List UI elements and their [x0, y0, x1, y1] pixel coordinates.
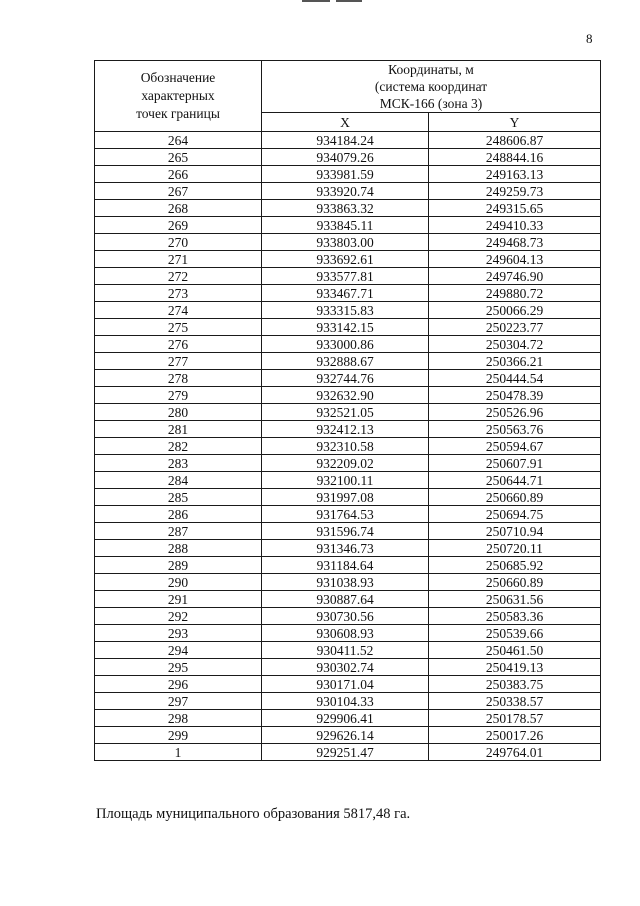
point-cell: 284 — [95, 472, 262, 489]
x-cell: 933577.81 — [262, 268, 429, 285]
point-cell: 275 — [95, 319, 262, 336]
table-row — [95, 625, 601, 642]
y-cell: 250607.91 — [429, 455, 601, 472]
point-cell: 295 — [95, 659, 262, 676]
table-row — [95, 404, 601, 421]
x-cell: 929906.41 — [262, 710, 429, 727]
y-cell: 249604.13 — [429, 251, 601, 268]
point-cell: 268 — [95, 200, 262, 217]
y-cell: 250338.57 — [429, 693, 601, 710]
x-cell: 932888.67 — [262, 353, 429, 370]
table-header — [95, 61, 601, 132]
x-cell: 933803.00 — [262, 234, 429, 251]
table-row — [95, 421, 601, 438]
x-cell: 930411.52 — [262, 642, 429, 659]
x-cell: 932310.58 — [262, 438, 429, 455]
table-row — [95, 591, 601, 608]
table-row — [95, 557, 601, 574]
x-cell: 932412.13 — [262, 421, 429, 438]
table-row — [95, 659, 601, 676]
table-row — [95, 132, 601, 149]
point-cell: 289 — [95, 557, 262, 574]
point-cell: 270 — [95, 234, 262, 251]
point-cell: 299 — [95, 727, 262, 744]
point-cell: 293 — [95, 625, 262, 642]
table-row — [95, 268, 601, 285]
point-cell: 287 — [95, 523, 262, 540]
x-cell: 931764.53 — [262, 506, 429, 523]
y-cell: 250444.54 — [429, 370, 601, 387]
x-cell: 931184.64 — [262, 557, 429, 574]
y-cell: 250419.13 — [429, 659, 601, 676]
table-row — [95, 540, 601, 557]
point-cell: 272 — [95, 268, 262, 285]
point-cell: 1 — [95, 744, 262, 761]
table-row — [95, 727, 601, 744]
x-cell: 933315.83 — [262, 302, 429, 319]
table-row — [95, 217, 601, 234]
table-row — [95, 285, 601, 302]
point-cell: 294 — [95, 642, 262, 659]
y-cell: 249880.72 — [429, 285, 601, 302]
point-cell: 265 — [95, 149, 262, 166]
y-cell: 249259.73 — [429, 183, 601, 200]
x-cell: 932209.02 — [262, 455, 429, 472]
scan-mark — [302, 0, 330, 2]
table-row — [95, 149, 601, 166]
table-row — [95, 608, 601, 625]
point-cell: 271 — [95, 251, 262, 268]
y-cell: 249764.01 — [429, 744, 601, 761]
point-cell: 290 — [95, 574, 262, 591]
table-body — [95, 132, 601, 761]
x-cell: 933981.59 — [262, 166, 429, 183]
table-row — [95, 489, 601, 506]
page-number: 8 — [586, 31, 593, 46]
table-row — [95, 438, 601, 455]
table-row — [95, 455, 601, 472]
y-cell: 250383.75 — [429, 676, 601, 693]
x-cell: 934184.24 — [262, 132, 429, 149]
y-cell: 250644.71 — [429, 472, 601, 489]
y-cell: 250660.89 — [429, 574, 601, 591]
table-row — [95, 302, 601, 319]
x-cell: 934079.26 — [262, 149, 429, 166]
table-row — [95, 744, 601, 761]
y-cell: 248606.87 — [429, 132, 601, 149]
x-cell: 933845.11 — [262, 217, 429, 234]
x-cell: 933142.15 — [262, 319, 429, 336]
y-cell: 250710.94 — [429, 523, 601, 540]
x-cell: 929251.47 — [262, 744, 429, 761]
x-cell: 933000.86 — [262, 336, 429, 353]
x-cell: 933920.74 — [262, 183, 429, 200]
scan-top-marks — [302, 0, 362, 3]
table-row — [95, 336, 601, 353]
x-cell: 931596.74 — [262, 523, 429, 540]
y-cell: 250478.39 — [429, 387, 601, 404]
table-row — [95, 523, 601, 540]
point-cell: 278 — [95, 370, 262, 387]
table-row — [95, 472, 601, 489]
x-cell: 932744.76 — [262, 370, 429, 387]
y-cell: 250304.72 — [429, 336, 601, 353]
table-row — [95, 251, 601, 268]
table-row — [95, 234, 601, 251]
x-cell: 932100.11 — [262, 472, 429, 489]
y-cell: 250526.96 — [429, 404, 601, 421]
x-cell: 930302.74 — [262, 659, 429, 676]
y-cell: 250178.57 — [429, 710, 601, 727]
y-cell: 250563.76 — [429, 421, 601, 438]
point-cell: 286 — [95, 506, 262, 523]
point-cell: 298 — [95, 710, 262, 727]
x-cell: 932521.05 — [262, 404, 429, 421]
point-cell: 281 — [95, 421, 262, 438]
x-cell: 930608.93 — [262, 625, 429, 642]
y-cell: 250539.66 — [429, 625, 601, 642]
point-cell: 292 — [95, 608, 262, 625]
x-cell: 932632.90 — [262, 387, 429, 404]
x-cell: 929626.14 — [262, 727, 429, 744]
table-row — [95, 319, 601, 336]
y-cell: 249746.90 — [429, 268, 601, 285]
point-cell: 282 — [95, 438, 262, 455]
x-cell: 931038.93 — [262, 574, 429, 591]
y-cell: 250017.26 — [429, 727, 601, 744]
y-cell: 250223.77 — [429, 319, 601, 336]
y-cell: 250694.75 — [429, 506, 601, 523]
point-cell: 277 — [95, 353, 262, 370]
point-cell: 276 — [95, 336, 262, 353]
table-row — [95, 693, 601, 710]
y-cell: 250366.21 — [429, 353, 601, 370]
table-row — [95, 166, 601, 183]
point-cell: 280 — [95, 404, 262, 421]
x-cell: 933467.71 — [262, 285, 429, 302]
x-cell: 931346.73 — [262, 540, 429, 557]
scan-mark — [336, 0, 362, 2]
table-row — [95, 676, 601, 693]
x-cell: 930171.04 — [262, 676, 429, 693]
point-cell: 288 — [95, 540, 262, 557]
table-row — [95, 353, 601, 370]
table-row — [95, 200, 601, 217]
table-row — [95, 574, 601, 591]
point-cell: 283 — [95, 455, 262, 472]
y-cell: 250461.50 — [429, 642, 601, 659]
coordinates-column-header: Координаты, м (система координат МСК-166 (зона 3) — [262, 61, 601, 113]
x-cell: 930104.33 — [262, 693, 429, 710]
y-cell: 248844.16 — [429, 149, 601, 166]
table-row — [95, 642, 601, 659]
y-cell: 249315.65 — [429, 200, 601, 217]
y-cell: 250631.56 — [429, 591, 601, 608]
y-cell: 249163.13 — [429, 166, 601, 183]
y-column-header: Y — [429, 113, 601, 132]
table-row — [95, 710, 601, 727]
point-cell: 297 — [95, 693, 262, 710]
y-cell: 249468.73 — [429, 234, 601, 251]
coordinates-table — [94, 60, 601, 761]
point-cell: 269 — [95, 217, 262, 234]
point-cell: 264 — [95, 132, 262, 149]
area-note: Площадь муниципального образования 5817,48 га. — [96, 806, 411, 822]
point-cell: 296 — [95, 676, 262, 693]
table-row — [95, 387, 601, 404]
x-column-header: X — [262, 113, 429, 132]
y-cell: 250660.89 — [429, 489, 601, 506]
x-cell: 930730.56 — [262, 608, 429, 625]
point-cell: 273 — [95, 285, 262, 302]
y-cell: 250720.11 — [429, 540, 601, 557]
point-cell: 285 — [95, 489, 262, 506]
point-column-header: Обозначение характерных точек границы — [95, 61, 262, 132]
y-cell: 250583.36 — [429, 608, 601, 625]
point-cell: 291 — [95, 591, 262, 608]
table-row — [95, 370, 601, 387]
point-cell: 274 — [95, 302, 262, 319]
y-cell: 250685.92 — [429, 557, 601, 574]
x-cell: 930887.64 — [262, 591, 429, 608]
x-cell: 933863.32 — [262, 200, 429, 217]
y-cell: 249410.33 — [429, 217, 601, 234]
point-cell: 267 — [95, 183, 262, 200]
x-cell: 933692.61 — [262, 251, 429, 268]
point-cell: 279 — [95, 387, 262, 404]
table-row — [95, 506, 601, 523]
y-cell: 250066.29 — [429, 302, 601, 319]
x-cell: 931997.08 — [262, 489, 429, 506]
table-row — [95, 183, 601, 200]
y-cell: 250594.67 — [429, 438, 601, 455]
point-cell: 266 — [95, 166, 262, 183]
